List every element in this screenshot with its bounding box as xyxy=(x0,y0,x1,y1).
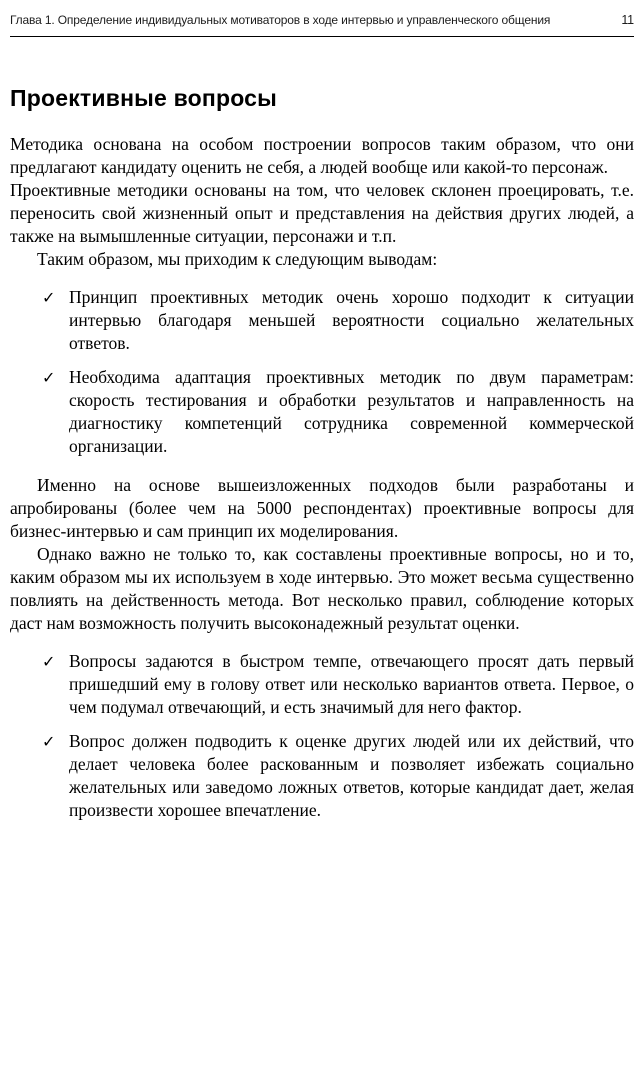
section-title: Проективные вопросы xyxy=(10,85,277,111)
paragraph-4: Именно на основе вышеизложенных подходов были разработаны и апробированы (более чем на 5000 респондентах) проективные вопросы для бизнес-интервью и сам принцип их моделирования. xyxy=(10,475,634,541)
paragraph-5: Однако важно не только то, как составлены проективные вопросы, но и то, каким образом мы их используем в ходе интервью. Это может весьма существенно повлиять на действенность метода. Вот несколько правил, соблюдение которых даст нам возможность получить высоконадежный результат оценки. xyxy=(10,544,634,633)
paragraph-2: Проективные методики основаны на том, что человек склонен проецировать, т.е. переносить свой жизненный опыт и представления на действия других людей, а также на вымышленные ситуации, персонажи и т.п. xyxy=(10,180,634,246)
page-number: 11 xyxy=(621,13,634,27)
list-item-text: Вопросы задаются в быстром темпе, отвечающего просят дать первый пришедший ему в голову ответ или несколько вариантов ответа. Первое, о чем подумал отвечающий, и есть значимый для него фактор. xyxy=(69,651,634,717)
conclusions-list xyxy=(42,286,634,458)
list-item xyxy=(42,286,634,355)
list-item xyxy=(42,366,634,458)
checkmark-icon: ✓ xyxy=(42,288,56,307)
paragraph-3: Таким образом, мы приходим к следующим выводам: xyxy=(37,249,438,269)
list-item-text: Необходима адаптация проективных методик по двум параметрам: скорость тестирования и обработки результатов и направленность на диагностику компетенций сотрудника современной коммерческой организации. xyxy=(69,367,634,456)
rules-list xyxy=(42,650,634,822)
list-item xyxy=(42,650,634,719)
checkmark-icon: ✓ xyxy=(42,652,56,671)
checkmark-icon: ✓ xyxy=(42,732,56,751)
body-text xyxy=(10,133,634,822)
checkmark-icon: ✓ xyxy=(42,368,56,387)
page-header xyxy=(10,10,634,37)
list-item-text: Принцип проективных методик очень хорошо подходит к ситуации интервью благодаря меньшей вероятности социально желательных ответов. xyxy=(69,287,634,353)
list-item-text: Вопрос должен подводить к оценке других людей или их действий, что делает человека более раскованным и позволяет избежать социально желательных или заведомо ложных ответов, которые кандидат дает, желая произвести хорошее впечатление. xyxy=(69,731,634,820)
list-item xyxy=(42,730,634,822)
chapter-title: Глава 1. Определение индивидуальных мотиваторов в ходе интервью и управленческого общения xyxy=(10,13,551,27)
paragraph-1: Методика основана на особом построении вопросов таким образом, что они предлагают кандидату оценить не себя, а людей вообще или какой-то персонаж. xyxy=(10,134,634,177)
